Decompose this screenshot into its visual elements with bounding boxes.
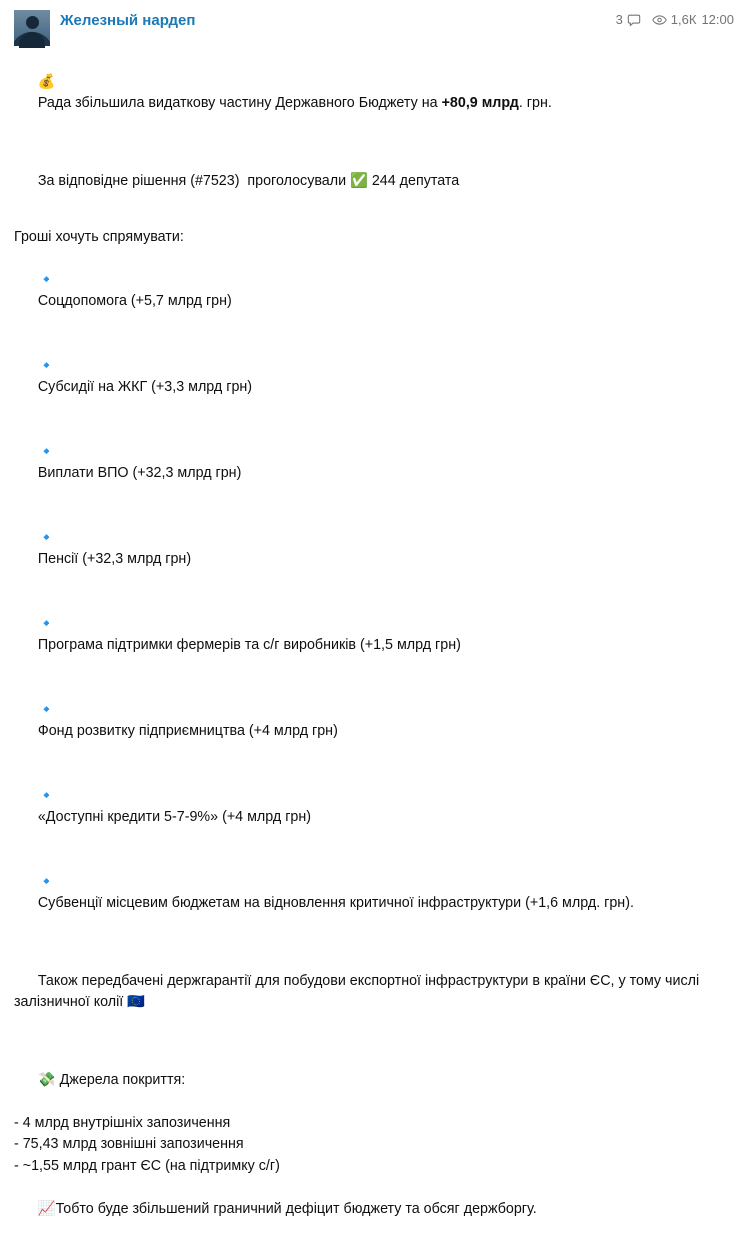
spacer-4 bbox=[14, 1035, 734, 1048]
post-line-conclusion bbox=[14, 1177, 734, 1242]
post-line-item-2 bbox=[14, 334, 734, 420]
item-2-text: Субсидії на ЖКГ (+3,3 млрд грн) bbox=[37, 379, 253, 395]
eu-flag-emoji: 🇪🇺 bbox=[127, 994, 146, 1010]
item-8-text: Субвенції місцевим бюджетам на відновлення критичної інфраструктури (+1,6 млрд. грн). bbox=[37, 895, 634, 911]
money-bag-emoji: 💰 bbox=[37, 73, 56, 90]
avatar[interactable] bbox=[14, 10, 50, 46]
post-line-headline bbox=[14, 50, 734, 136]
blue-diamond-icon: 🔹 bbox=[37, 787, 56, 804]
post-line-item-7 bbox=[14, 764, 734, 850]
avatar-head-shape bbox=[26, 16, 39, 29]
headline-text-after: . грн. bbox=[518, 95, 552, 111]
channel-name[interactable]: Железный нардеп bbox=[60, 12, 196, 29]
vote-text-before: За відповідне рішення (#7523) проголосували bbox=[37, 172, 351, 189]
item-1-text: Соцдопомога (+5,7 млрд грн) bbox=[37, 293, 232, 309]
post-line-item-3 bbox=[14, 420, 734, 506]
post-line-source-2: - 75,43 млрд зовнішні запозичення bbox=[14, 1136, 244, 1152]
blue-diamond-icon: 🔹 bbox=[37, 357, 56, 374]
headline-text-before: Рада збільшила видаткову частину Державного Бюджету на bbox=[37, 95, 442, 111]
item-5-text: Програма підтримки фермерів та с/г виробників (+1,5 млрд грн) bbox=[37, 637, 461, 653]
post-line-source-3: - ~1,55 млрд грант ЄС (на підтримку с/г) bbox=[14, 1157, 280, 1174]
post-line-spending-intro: Гроші хочуть спрямувати: bbox=[14, 228, 184, 245]
blue-diamond-icon: 🔹 bbox=[37, 615, 56, 632]
blue-diamond-icon: 🔹 bbox=[37, 873, 56, 890]
guarantees-text: Також передбачені держгарантії для побудови експортної інфраструктури в країни ЄС, у тому числі залізничної колії bbox=[14, 972, 704, 1010]
spacer-1 bbox=[14, 136, 734, 149]
eye-icon bbox=[652, 14, 667, 26]
chart-increasing-emoji: 📈 bbox=[37, 1200, 56, 1217]
post-line-source-1: - 4 млрд внутрішніх запозичення bbox=[14, 1114, 231, 1131]
post-line-item-5 bbox=[14, 592, 734, 678]
post-line-sources-title bbox=[14, 1048, 734, 1113]
sources-title-text: Джерела покриття: bbox=[55, 1071, 186, 1088]
money-with-wings-emoji: 💸 bbox=[37, 1071, 56, 1088]
vote-text-after: 244 депутата bbox=[367, 172, 460, 189]
item-4-text: Пенсії (+32,3 млрд грн) bbox=[37, 551, 192, 567]
item-6-text: Фонд розвитку підприємництва (+4 млрд грн) bbox=[37, 723, 338, 739]
white-check-mark-emoji: ✅ bbox=[350, 172, 368, 189]
spacer-3 bbox=[14, 936, 734, 949]
post-body bbox=[14, 50, 734, 1242]
blue-diamond-icon: 🔹 bbox=[37, 701, 56, 718]
post-line-vote bbox=[14, 149, 734, 214]
comment-bubble-icon bbox=[627, 13, 641, 27]
headline-amount: +80,9 млрд bbox=[441, 95, 519, 111]
item-3-text: Виплати ВПО (+32,3 млрд грн) bbox=[37, 465, 242, 481]
view-count bbox=[652, 12, 697, 28]
spacer-2 bbox=[14, 214, 734, 227]
post-time: 12:00 bbox=[701, 12, 734, 27]
post-line-item-4 bbox=[14, 506, 734, 592]
view-count-value: 1,6К bbox=[670, 12, 697, 27]
post-meta bbox=[616, 12, 734, 28]
blue-diamond-icon: 🔹 bbox=[37, 443, 56, 460]
post-line-guarantees bbox=[14, 949, 734, 1035]
reply-count[interactable] bbox=[616, 12, 641, 28]
item-7-text: «Доступні кредити 5-7-9%» (+4 млрд грн) bbox=[37, 809, 312, 825]
post-line-item-8 bbox=[14, 850, 734, 936]
blue-diamond-icon: 🔹 bbox=[37, 271, 56, 288]
post-line-item-1 bbox=[14, 248, 734, 334]
reply-count-value: 3 bbox=[615, 12, 623, 27]
post-line-item-6 bbox=[14, 678, 734, 764]
conclusion-text: Тобто буде збільшений граничний дефіцит бюджету та обсяг держборгу. bbox=[55, 1200, 537, 1217]
blue-diamond-icon: 🔹 bbox=[37, 529, 56, 546]
